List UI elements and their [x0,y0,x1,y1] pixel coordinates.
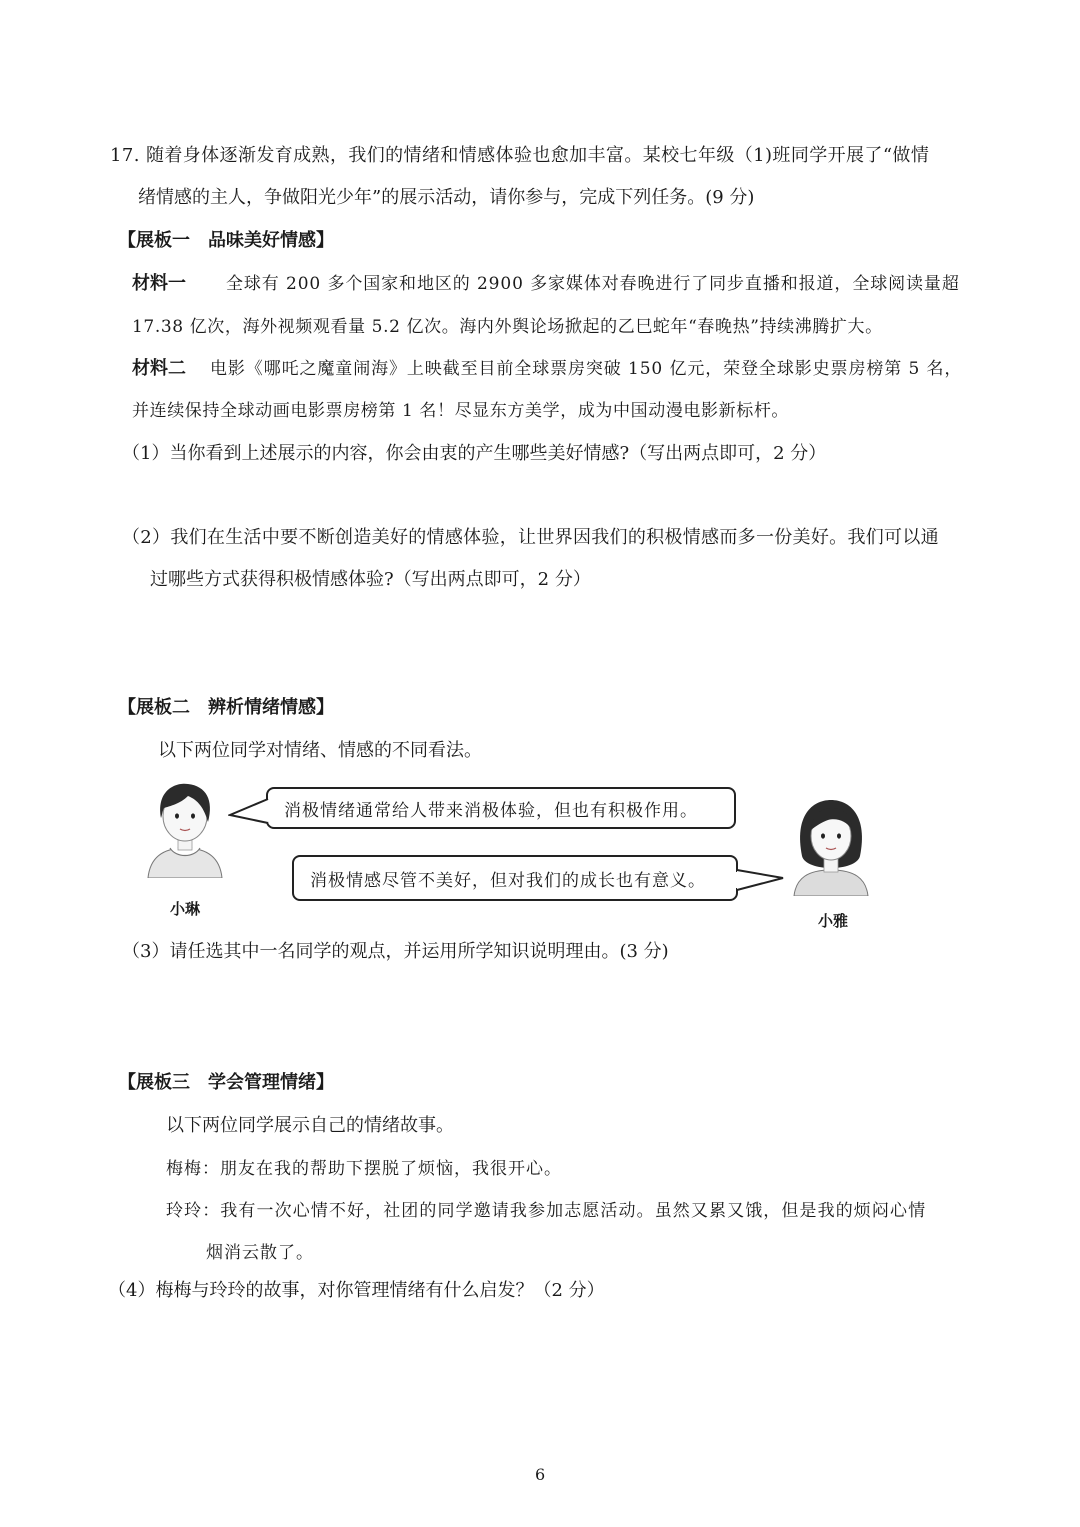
story-lingling-line2: 烟消云散了。 [206,1243,314,1263]
board1-title: 【展板一 品味美好情感】 [118,230,334,251]
bubble-text-xiaoya: 消极情感尽管不美好，但对我们的成长也有意义。 [310,870,706,891]
board3-intro: 以下两位同学展示自己的情绪故事。 [166,1115,454,1136]
bubble-tail-left [228,797,270,827]
board2-title: 【展板二 辨析情绪情感】 [118,697,334,718]
question-stem-line1: 17. 随着身体逐渐发育成熟，我们的情绪和情感体验也愈加丰富。某校七年级（1)班同学开展了“做情 [110,145,930,166]
material1-label: 材料一 [132,273,186,294]
material2-line2: 并连续保持全球动画电影票房榜第 1 名！尽显东方美学，成为中国动漫电影新标杆。 [132,401,790,421]
girl-xiaolin-illustration [140,778,230,878]
caption-xiaoya: 小雅 [818,912,849,930]
question-1: （1）当你看到上述展示的内容，你会由衷的产生哪些美好情感?（写出两点即可，2 分） [122,443,827,464]
material2-label: 材料二 [132,358,186,379]
question-4: （4）梅梅与玲玲的故事，对你管理情绪有什么启发？（2 分） [108,1280,605,1301]
material1-line2: 17.38 亿次，海外视频观看量 5.2 亿次。海内外舆论场掀起的乙巳蛇年“春晚热”持续沸腾扩大。 [132,317,883,337]
story-lingling-line1: 玲玲：我有一次心情不好，社团的同学邀请我参加志愿活动。虽然又累又饿，但是我的烦闷心情 [166,1201,927,1221]
material2-line1: 电影《哪吒之魔童闹海》上映截至目前全球票房突破 150 亿元，荣登全球影史票房榜第 5 名， [210,359,963,379]
question-stem-line2: 绪情感的主人，争做阳光少年”的展示活动，请你参与，完成下列任务。(9 分) [138,187,755,208]
material1-line1: 全球有 200 多个国家和地区的 2900 多家媒体对春晚进行了同步直播和报道，全球阅读量超 [226,274,960,294]
page-number: 6 [535,1465,546,1484]
question-2-line2: 过哪些方式获得积极情感体验?（写出两点即可，2 分） [150,569,591,590]
board3-title: 【展板三 学会管理情绪】 [118,1072,334,1093]
story-meimei: 梅梅：朋友在我的帮助下摆脱了烦恼，我很开心。 [166,1159,562,1179]
bubble-text-xiaolin: 消极情绪通常给人带来消极体验，但也有积极作用。 [284,800,698,821]
board2-intro: 以下两位同学对情绪、情感的不同看法。 [158,740,482,761]
bubble-tail-right [735,866,785,896]
caption-xiaolin: 小琳 [170,900,201,918]
question-3: （3）请任选其中一名同学的观点，并运用所学知识说明理由。(3 分) [122,941,669,962]
speech-bubble-xiaoya [292,855,738,901]
girl-xiaoya-illustration [786,796,876,896]
speech-bubble-xiaolin [266,787,736,829]
question-2-line1: （2）我们在生活中要不断创造美好的情感体验，让世界因我们的积极情感而多一份美好。我们可以通 [122,527,939,548]
